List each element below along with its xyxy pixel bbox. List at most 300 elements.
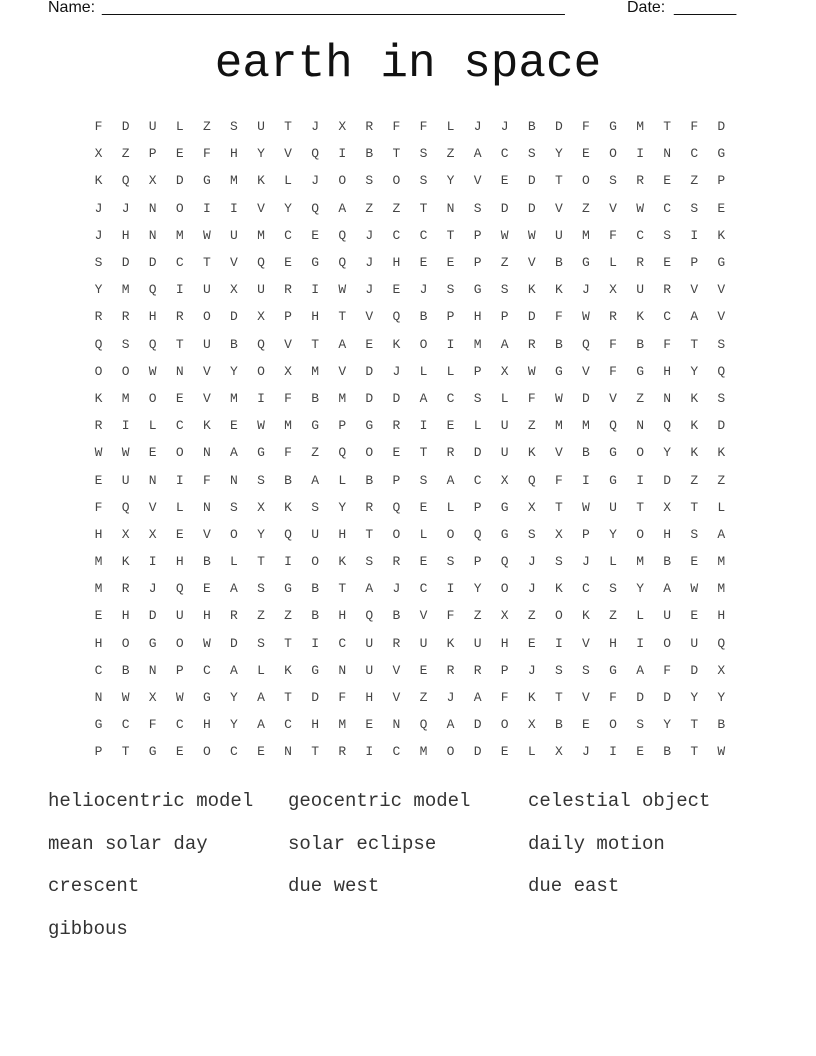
- grid-letter: G: [609, 445, 617, 461]
- grid-letter: W: [94, 445, 103, 461]
- grid-letter: N: [94, 690, 103, 706]
- grid-letter: J: [527, 581, 536, 597]
- word-list-item: heliocentric model: [48, 790, 254, 812]
- grid-letter: U: [121, 472, 130, 488]
- grid-letter: M: [284, 418, 292, 434]
- grid-letter: J: [94, 200, 103, 216]
- grid-letter: R: [121, 581, 130, 597]
- grid-letter: C: [446, 390, 455, 406]
- grid-letter: S: [365, 554, 374, 570]
- grid-letter: E: [94, 472, 103, 488]
- grid-row: [85, 385, 735, 412]
- grid-letter: H: [663, 363, 672, 379]
- grid-letter: T: [257, 554, 265, 570]
- grid-letter: F: [284, 390, 292, 406]
- grid-letter: A: [446, 717, 455, 733]
- grid-letter: X: [338, 119, 347, 135]
- grid-row: [85, 657, 735, 684]
- grid-letter: V: [392, 690, 401, 706]
- grid-row: [85, 276, 735, 303]
- grid-letter: O: [609, 717, 617, 733]
- grid-letter: T: [202, 255, 211, 271]
- grid-letter: V: [202, 390, 211, 406]
- grid-letter: Z: [609, 608, 617, 624]
- grid-letter: L: [175, 499, 184, 515]
- grid-letter: O: [392, 526, 401, 542]
- grid-letter: C: [338, 635, 347, 651]
- grid-letter: H: [202, 608, 211, 624]
- grid-letter: J: [527, 554, 536, 570]
- grid-letter: J: [582, 744, 590, 760]
- grid-letter: O: [338, 173, 347, 189]
- grid-letter: P: [473, 499, 482, 515]
- grid-letter: K: [690, 445, 699, 461]
- grid-letter: G: [311, 255, 320, 271]
- grid-letter: M: [94, 581, 103, 597]
- grid-letter: K: [338, 554, 347, 570]
- grid-letter: S: [365, 173, 374, 189]
- grid-letter: B: [311, 390, 320, 406]
- grid-letter: X: [609, 282, 617, 298]
- grid-letter: E: [582, 717, 590, 733]
- grid-letter: Y: [473, 581, 482, 597]
- grid-letter: P: [446, 309, 455, 325]
- grid-letter: S: [527, 146, 536, 162]
- grid-letter: N: [446, 200, 455, 216]
- grid-letter: J: [365, 255, 374, 271]
- grid-letter: P: [582, 526, 590, 542]
- grid-letter: Z: [257, 608, 265, 624]
- grid-letter: G: [717, 255, 726, 271]
- grid-letter: U: [663, 608, 672, 624]
- grid-letter: V: [202, 363, 211, 379]
- grid-letter: R: [663, 282, 672, 298]
- grid-letter: W: [500, 227, 509, 243]
- letter-grid: [85, 113, 735, 766]
- grid-letter: V: [365, 309, 374, 325]
- grid-letter: Z: [690, 472, 699, 488]
- word-list-item: daily motion: [528, 832, 665, 855]
- grid-letter: M: [582, 227, 590, 243]
- grid-letter: F: [202, 146, 211, 162]
- grid-letter: E: [175, 390, 184, 406]
- grid-letter: F: [663, 336, 672, 352]
- grid-letter: R: [392, 554, 401, 570]
- grid-letter: Y: [94, 282, 103, 298]
- grid-letter: U: [257, 282, 265, 298]
- grid-letter: L: [148, 418, 157, 434]
- grid-letter: N: [230, 472, 238, 488]
- grid-letter: T: [284, 690, 292, 706]
- grid-letter: T: [284, 635, 292, 651]
- grid-letter: Z: [527, 418, 536, 434]
- grid-letter: I: [554, 635, 563, 651]
- grid-letter: Q: [717, 363, 726, 379]
- grid-letter: Q: [338, 255, 347, 271]
- grid-letter: T: [419, 200, 428, 216]
- grid-letter: E: [311, 227, 320, 243]
- grid-letter: H: [717, 608, 726, 624]
- grid-letter: E: [690, 608, 699, 624]
- grid-letter: P: [338, 418, 347, 434]
- grid-letter: A: [230, 581, 238, 597]
- grid-letter: T: [636, 499, 644, 515]
- grid-letter: G: [148, 635, 157, 651]
- grid-letter: X: [94, 146, 103, 162]
- grid-letter: V: [257, 200, 265, 216]
- grid-letter: I: [175, 472, 184, 488]
- grid-letter: E: [419, 662, 428, 678]
- grid-letter: N: [392, 717, 401, 733]
- grid-letter: J: [365, 227, 374, 243]
- grid-letter: W: [202, 227, 211, 243]
- grid-letter: S: [690, 526, 699, 542]
- grid-letter: R: [609, 309, 617, 325]
- grid-letter: F: [94, 499, 103, 515]
- grid-letter: C: [94, 662, 103, 678]
- grid-letter: Y: [257, 526, 265, 542]
- grid-letter: H: [338, 526, 347, 542]
- grid-letter: H: [175, 554, 184, 570]
- grid-letter: J: [392, 363, 401, 379]
- grid-letter: V: [717, 309, 726, 325]
- grid-letter: Y: [446, 173, 455, 189]
- grid-letter: A: [500, 336, 509, 352]
- grid-letter: U: [257, 119, 265, 135]
- grid-letter: R: [392, 635, 401, 651]
- grid-letter: B: [582, 445, 590, 461]
- grid-letter: Q: [663, 418, 672, 434]
- grid-letter: I: [636, 472, 644, 488]
- grid-letter: I: [202, 200, 211, 216]
- grid-letter: X: [148, 526, 157, 542]
- grid-letter: T: [690, 336, 699, 352]
- grid-letter: W: [202, 635, 211, 651]
- grid-letter: K: [527, 690, 536, 706]
- grid-row: [85, 711, 735, 738]
- grid-letter: E: [230, 418, 238, 434]
- grid-letter: W: [554, 390, 563, 406]
- grid-letter: L: [609, 554, 617, 570]
- grid-letter: V: [717, 282, 726, 298]
- grid-letter: V: [419, 608, 428, 624]
- grid-letter: S: [311, 499, 320, 515]
- grid-letter: Y: [554, 146, 563, 162]
- grid-letter: B: [392, 608, 401, 624]
- grid-letter: T: [338, 581, 347, 597]
- grid-letter: G: [202, 690, 211, 706]
- grid-letter: E: [175, 526, 184, 542]
- grid-letter: M: [311, 363, 320, 379]
- grid-letter: P: [284, 309, 292, 325]
- grid-letter: A: [365, 581, 374, 597]
- grid-letter: V: [582, 363, 590, 379]
- grid-letter: Y: [230, 717, 238, 733]
- grid-letter: J: [94, 227, 103, 243]
- grid-letter: N: [148, 200, 157, 216]
- grid-letter: I: [311, 635, 320, 651]
- grid-letter: D: [717, 418, 726, 434]
- grid-letter: W: [175, 690, 184, 706]
- grid-row: [85, 466, 735, 493]
- grid-letter: C: [419, 227, 428, 243]
- grid-letter: L: [609, 255, 617, 271]
- word-list-item: due east: [528, 875, 620, 897]
- grid-letter: J: [527, 662, 536, 678]
- grid-letter: T: [311, 744, 320, 760]
- grid-letter: H: [230, 146, 238, 162]
- grid-letter: O: [202, 309, 211, 325]
- grid-letter: W: [148, 363, 157, 379]
- grid-letter: B: [636, 336, 644, 352]
- grid-letter: A: [338, 336, 347, 352]
- grid-letter: S: [257, 581, 265, 597]
- grid-letter: G: [609, 119, 617, 135]
- grid-letter: B: [554, 717, 563, 733]
- grid-letter: X: [148, 173, 157, 189]
- grid-letter: K: [284, 499, 292, 515]
- grid-letter: W: [527, 227, 536, 243]
- grid-letter: K: [392, 336, 401, 352]
- grid-letter: M: [717, 554, 726, 570]
- grid-letter: R: [230, 608, 238, 624]
- grid-letter: S: [419, 146, 428, 162]
- grid-letter: R: [392, 418, 401, 434]
- grid-letter: X: [148, 690, 157, 706]
- grid-letter: U: [148, 119, 157, 135]
- grid-letter: O: [446, 526, 455, 542]
- grid-letter: C: [230, 744, 238, 760]
- grid-letter: Q: [419, 717, 428, 733]
- grid-letter: U: [202, 336, 211, 352]
- grid-letter: J: [500, 119, 509, 135]
- grid-letter: R: [365, 119, 374, 135]
- grid-letter: R: [527, 336, 536, 352]
- grid-letter: U: [473, 635, 482, 651]
- grid-letter: S: [636, 717, 644, 733]
- grid-letter: T: [284, 119, 292, 135]
- grid-letter: D: [148, 255, 157, 271]
- grid-letter: I: [609, 744, 617, 760]
- grid-letter: M: [473, 336, 482, 352]
- grid-letter: Z: [419, 690, 428, 706]
- grid-letter: N: [175, 363, 184, 379]
- grid-letter: T: [554, 173, 563, 189]
- grid-letter: B: [554, 255, 563, 271]
- grid-letter: O: [257, 363, 265, 379]
- grid-letter: I: [338, 146, 347, 162]
- grid-letter: E: [717, 200, 726, 216]
- word-list-item: solar eclipse: [288, 832, 437, 855]
- grid-letter: J: [392, 581, 401, 597]
- grid-letter: A: [230, 662, 238, 678]
- grid-letter: M: [94, 554, 103, 570]
- grid-letter: E: [663, 255, 672, 271]
- grid-letter: Z: [284, 608, 292, 624]
- grid-letter: D: [175, 173, 184, 189]
- grid-letter: K: [527, 282, 536, 298]
- grid-letter: V: [554, 200, 563, 216]
- grid-letter: P: [500, 662, 509, 678]
- grid-letter: S: [446, 554, 455, 570]
- grid-letter: B: [717, 717, 726, 733]
- grid-letter: K: [257, 173, 265, 189]
- grid-letter: Q: [175, 581, 184, 597]
- grid-letter: N: [284, 744, 292, 760]
- grid-letter: D: [121, 255, 130, 271]
- grid-letter: L: [500, 390, 509, 406]
- grid-letter: P: [473, 554, 482, 570]
- grid-letter: A: [257, 690, 265, 706]
- grid-letter: H: [609, 635, 617, 651]
- grid-letter: R: [446, 662, 455, 678]
- grid-letter: S: [94, 255, 103, 271]
- grid-letter: C: [175, 717, 184, 733]
- grid-letter: S: [554, 554, 563, 570]
- grid-letter: Q: [284, 526, 292, 542]
- grid-letter: G: [500, 499, 509, 515]
- grid-letter: Z: [311, 445, 320, 461]
- grid-letter: J: [365, 282, 374, 298]
- grid-letter: E: [690, 554, 699, 570]
- grid-letter: X: [257, 499, 265, 515]
- name-label: Name:: [48, 0, 96, 16]
- grid-letter: M: [230, 173, 238, 189]
- grid-letter: T: [446, 227, 455, 243]
- grid-letter: D: [500, 200, 509, 216]
- grid-letter: E: [419, 554, 428, 570]
- grid-letter: G: [94, 717, 103, 733]
- grid-letter: B: [230, 336, 238, 352]
- grid-letter: S: [663, 227, 672, 243]
- grid-letter: E: [419, 255, 428, 271]
- grid-letter: R: [175, 309, 184, 325]
- grid-letter: F: [94, 119, 103, 135]
- grid-letter: Q: [473, 526, 482, 542]
- grid-letter: B: [365, 146, 374, 162]
- grid-letter: H: [365, 690, 374, 706]
- grid-letter: C: [663, 200, 672, 216]
- grid-letter: H: [94, 526, 103, 542]
- grid-letter: P: [690, 255, 699, 271]
- grid-row: [85, 630, 735, 657]
- grid-letter: V: [230, 255, 238, 271]
- grid-row: [85, 195, 735, 222]
- grid-letter: I: [636, 635, 644, 651]
- grid-row: [85, 331, 735, 358]
- grid-letter: U: [230, 227, 238, 243]
- grid-letter: S: [121, 336, 130, 352]
- grid-letter: K: [554, 282, 563, 298]
- word-list: [48, 780, 768, 950]
- grid-letter: J: [582, 554, 590, 570]
- grid-letter: I: [175, 282, 184, 298]
- grid-letter: E: [94, 608, 103, 624]
- grid-letter: D: [717, 119, 726, 135]
- grid-letter: F: [148, 717, 157, 733]
- grid-letter: H: [121, 608, 130, 624]
- grid-letter: D: [365, 390, 374, 406]
- grid-letter: B: [419, 309, 428, 325]
- grid-letter: E: [365, 717, 374, 733]
- grid-letter: F: [609, 363, 617, 379]
- grid-letter: Y: [257, 146, 265, 162]
- grid-letter: W: [717, 744, 726, 760]
- grid-letter: R: [284, 282, 292, 298]
- grid-letter: G: [284, 581, 292, 597]
- grid-letter: H: [663, 526, 672, 542]
- grid-letter: Z: [121, 146, 130, 162]
- grid-letter: L: [257, 662, 265, 678]
- grid-letter: M: [121, 282, 130, 298]
- grid-letter: K: [446, 635, 455, 651]
- grid-letter: I: [636, 146, 644, 162]
- grid-letter: B: [554, 336, 563, 352]
- grid-letter: O: [419, 336, 428, 352]
- grid-letter: B: [311, 608, 320, 624]
- grid-letter: B: [121, 662, 130, 678]
- grid-letter: M: [230, 390, 238, 406]
- grid-letter: K: [94, 173, 103, 189]
- grid-letter: U: [365, 635, 374, 651]
- grid-letter: T: [554, 690, 563, 706]
- grid-letter: D: [230, 635, 238, 651]
- grid-letter: D: [636, 690, 644, 706]
- grid-letter: S: [717, 390, 726, 406]
- grid-letter: T: [392, 146, 401, 162]
- grid-letter: A: [717, 526, 726, 542]
- grid-letter: F: [392, 119, 401, 135]
- grid-letter: E: [365, 336, 374, 352]
- grid-letter: D: [663, 690, 672, 706]
- grid-letter: Y: [284, 200, 292, 216]
- grid-letter: O: [121, 635, 130, 651]
- grid-letter: J: [473, 119, 482, 135]
- grid-letter: B: [663, 744, 672, 760]
- grid-letter: S: [500, 282, 509, 298]
- date-blank-line: _______: [674, 0, 737, 16]
- grid-row: [85, 412, 735, 439]
- grid-letter: O: [582, 173, 590, 189]
- grid-letter: O: [500, 581, 509, 597]
- grid-letter: V: [582, 690, 590, 706]
- grid-letter: D: [311, 690, 320, 706]
- grid-letter: C: [202, 662, 211, 678]
- grid-letter: J: [121, 200, 130, 216]
- grid-letter: R: [94, 418, 103, 434]
- grid-letter: L: [230, 554, 238, 570]
- grid-letter: S: [690, 200, 699, 216]
- grid-letter: Y: [690, 363, 699, 379]
- grid-letter: M: [636, 554, 644, 570]
- grid-letter: Q: [311, 200, 320, 216]
- word-list-item: crescent: [48, 875, 140, 897]
- grid-letter: S: [609, 173, 617, 189]
- grid-letter: O: [148, 390, 157, 406]
- grid-letter: A: [257, 717, 265, 733]
- grid-letter: O: [365, 445, 374, 461]
- grid-letter: G: [717, 146, 726, 162]
- grid-letter: Q: [121, 173, 130, 189]
- grid-letter: B: [202, 554, 211, 570]
- grid-letter: K: [94, 390, 103, 406]
- grid-letter: S: [554, 662, 563, 678]
- grid-letter: K: [121, 554, 130, 570]
- grid-letter: N: [663, 390, 672, 406]
- grid-letter: J: [148, 581, 157, 597]
- grid-letter: Q: [148, 282, 157, 298]
- grid-letter: C: [284, 717, 292, 733]
